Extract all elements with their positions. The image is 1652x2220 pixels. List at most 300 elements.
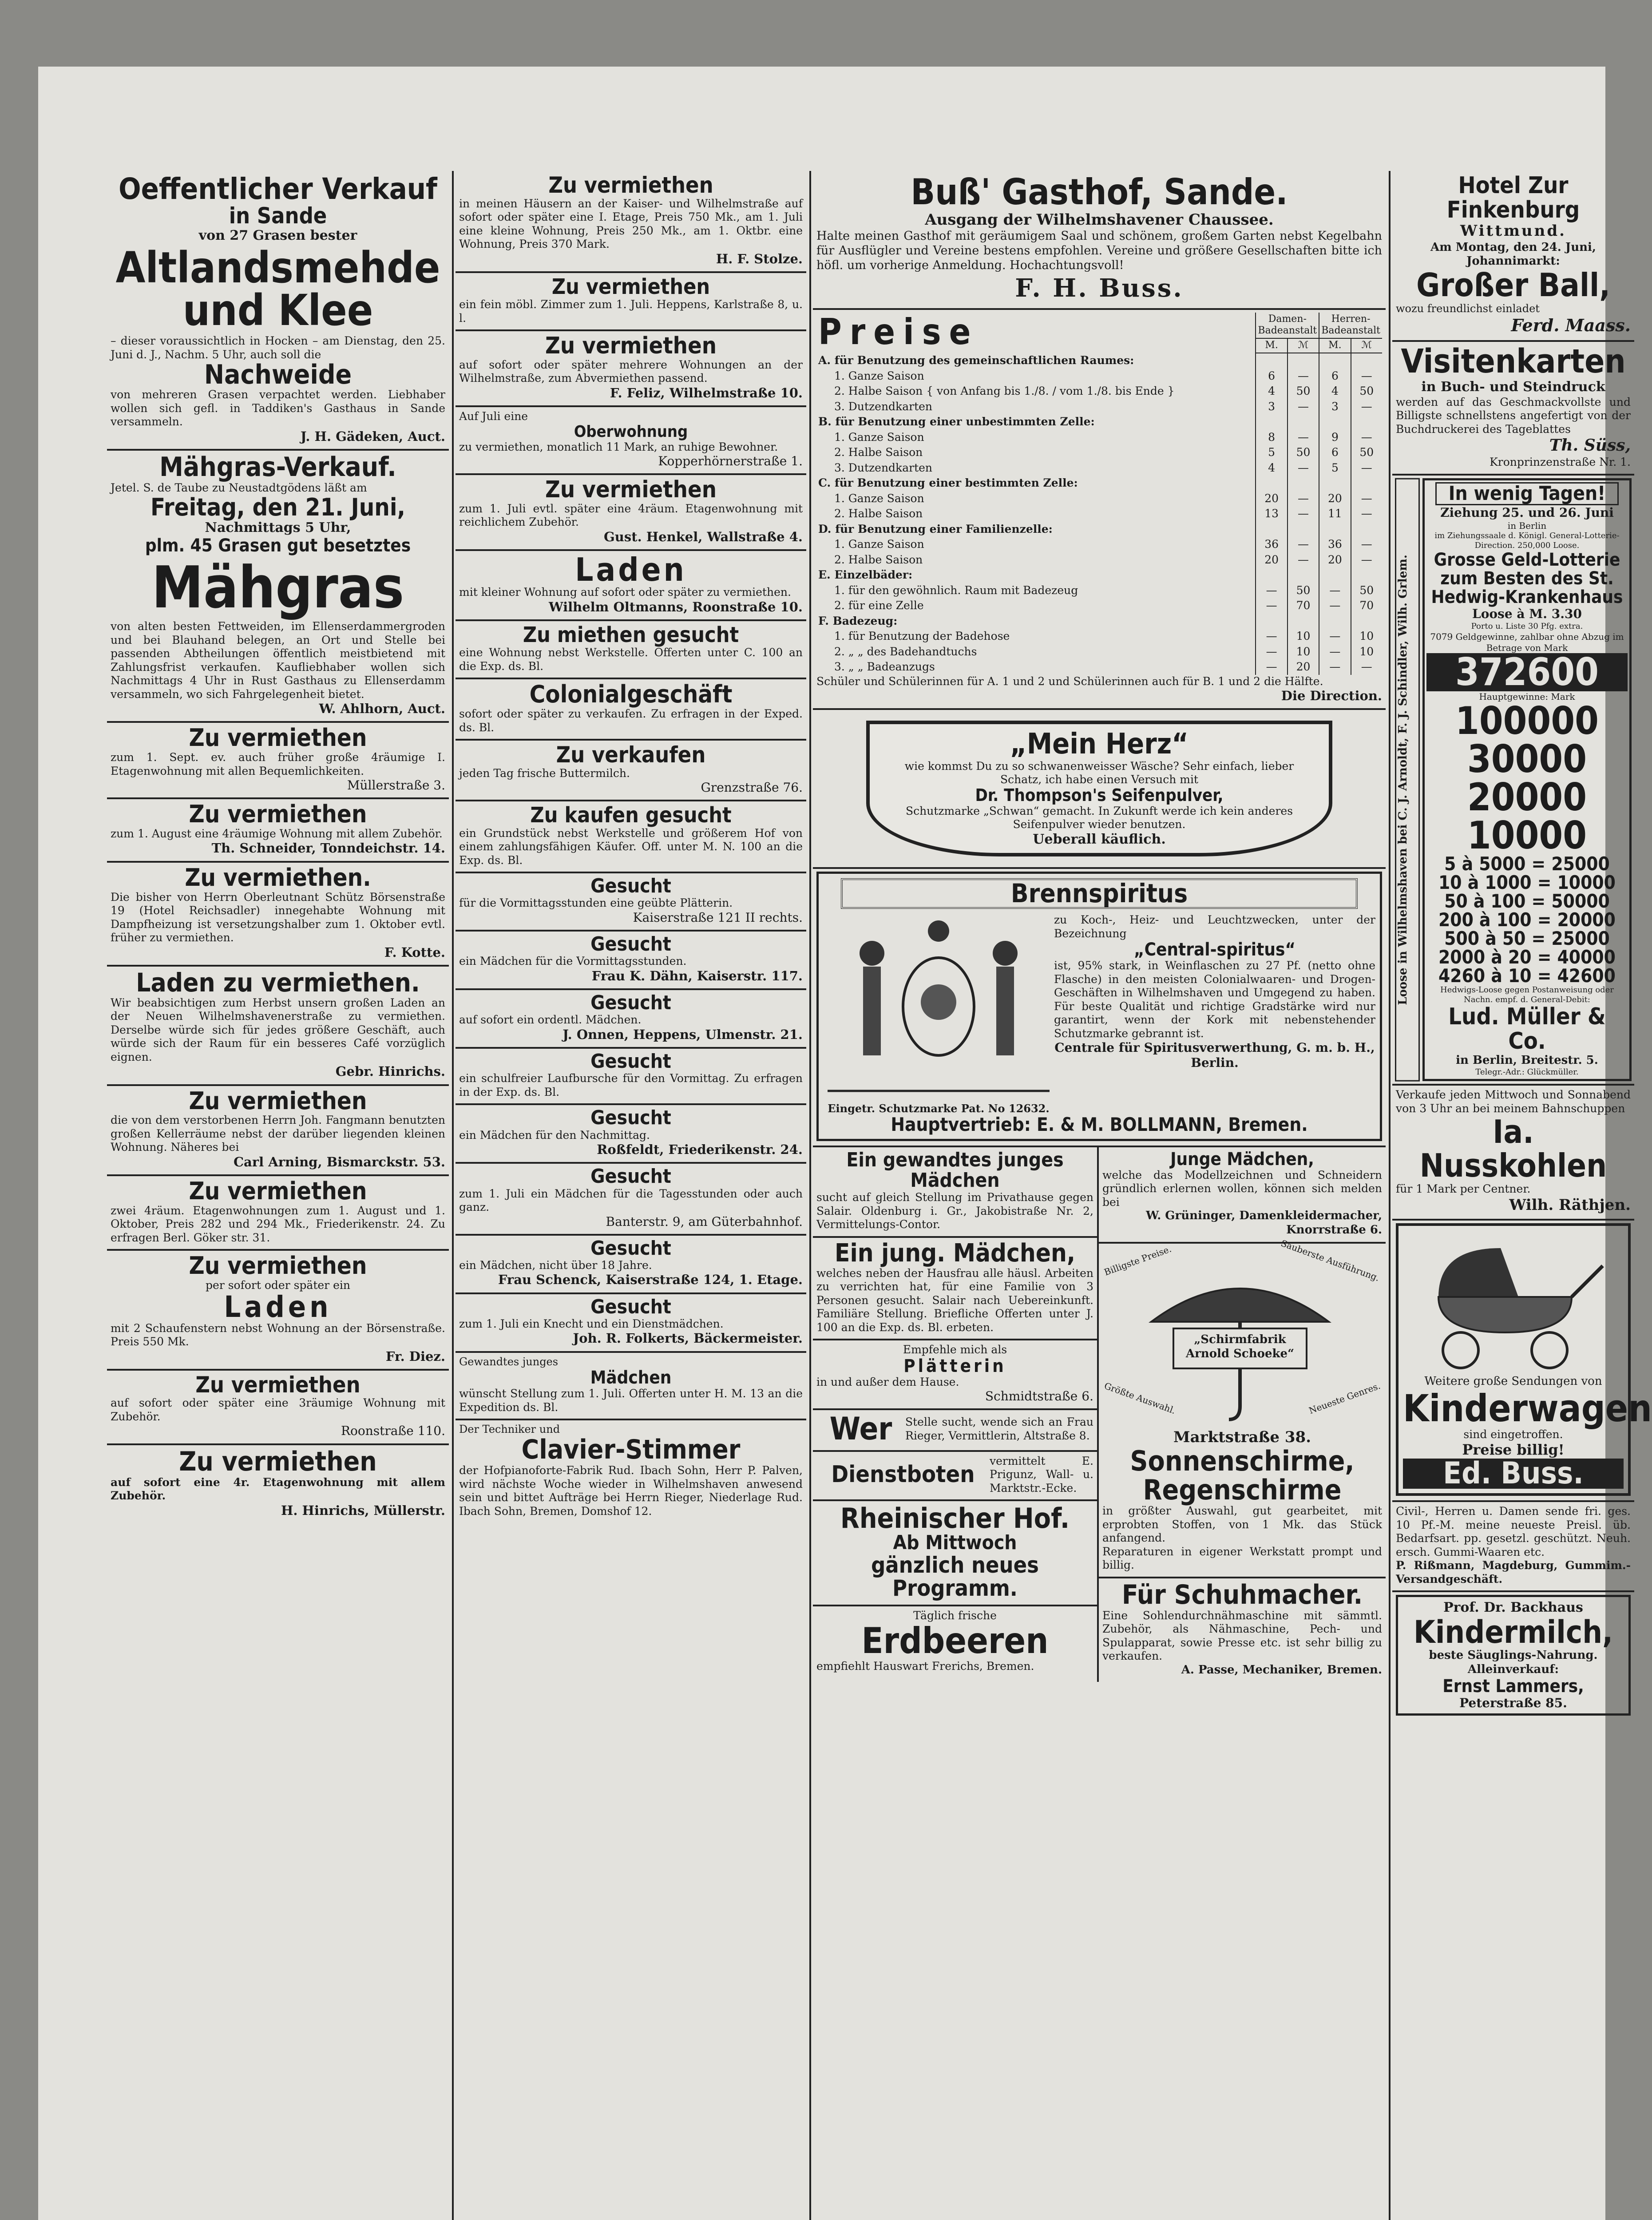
ad-body: ist, 95% stark, in Weinflaschen zu 27 Pf. (netto ohne Flasche) in den meisten Colonialwaaren- und Drogen-Geschäften in Wilhelmshaven und Umgegend zu haben. Für beste Qualität und richtige Gradstärke wird nur garantirt, wenn der Kork mit nebenstehender Schutzmarke gebrannt ist. — [1054, 959, 1375, 1040]
ad-subtitle: in Buch- und Steindruck — [1421, 379, 1605, 395]
ad-body: der Hofpianoforte-Fabrik Rud. Ibach Sohn, Herr P. Palven, wird nächste Woche wieder in Wilhelmshaven anwesend sein und bittet Aufträge bei Herrn Rieger, Niederlage Rud. Ibach Sohn, Bremen, Domshof 12. — [459, 1464, 803, 1518]
price-value — [1256, 614, 1287, 629]
price-value: 36 — [1256, 537, 1287, 552]
ad-body: sind eingetroffen. — [1463, 1427, 1563, 1441]
ad-lead: Täglich frische — [913, 1609, 997, 1622]
price-value — [1351, 614, 1382, 629]
ad-body: zum 1. Juli evtl. später eine 4räum. Etagenwohnung mit reichlichem Zubehör. — [459, 502, 803, 529]
ad-headline: Kinderwagen — [1403, 1386, 1652, 1430]
price-value: 8 — [1256, 430, 1287, 445]
ad-headline: Mähgras — [151, 554, 404, 622]
ad-frame — [816, 872, 1382, 1141]
price-value — [1319, 353, 1351, 369]
ad-signature: Wilhelm Oltmanns, Roonstraße 10. — [549, 599, 803, 614]
ad-footer: Hauptvertrieb: E. & M. BOLLMANN, Bremen. — [891, 1113, 1308, 1135]
ad-rent — [107, 723, 449, 799]
price-label: 2. Halbe Saison — [834, 553, 923, 566]
ad-kindermilch — [1392, 1592, 1634, 1720]
stamp-text: Billigste Preise. — [1102, 1243, 1173, 1278]
ad-body: Reparaturen in eigener Werkstatt prompt und billig. — [1102, 1545, 1382, 1572]
price-row — [816, 598, 1382, 614]
lottery-place: in Berlin — [1507, 520, 1547, 531]
ad-job — [813, 1238, 1097, 1340]
column-2 — [456, 171, 806, 2220]
price-value — [1288, 353, 1319, 369]
stamp-text: Neueste Genres. — [1307, 1380, 1382, 1416]
ad-lead: Der Techniker und — [459, 1423, 560, 1436]
ad-address: Kaiserstraße 121 II rechts. — [633, 910, 803, 925]
ad-body: wünscht Stellung zum 1. Juli. Offerten unter H. M. 13 an die Expedition ds. Bl. — [459, 1387, 803, 1414]
ad-rent — [107, 1371, 449, 1445]
ad-seifenpulver — [813, 710, 1386, 869]
ad-sale — [456, 741, 806, 801]
price-row — [816, 552, 1382, 568]
heart-frame — [866, 721, 1332, 856]
price-value — [1319, 614, 1351, 629]
price-value — [1319, 414, 1351, 430]
ad-body: sofort oder später zu verkaufen. Zu erfragen in der Exped. ds. Bl. — [459, 707, 803, 734]
ad-signature: Roßfeldt, Friederikenstr. 24. — [597, 1142, 803, 1157]
ad-title: Zu vermiethen — [548, 172, 713, 198]
lottery-lot: 50 à 100 = 50000 — [1444, 890, 1610, 912]
ad-address: Kopperhörnerstraße 1. — [658, 454, 803, 469]
ad-signature: J. H. Gädeken, Auct. — [300, 428, 445, 444]
ad-body: plm. 45 Grasen gut besetztes — [145, 535, 411, 556]
price-value: 50 — [1351, 583, 1382, 599]
price-value: 50 — [1288, 384, 1319, 399]
ad-address: Müllerstraße 3. — [347, 778, 445, 793]
price-row — [816, 460, 1382, 476]
price-row — [816, 537, 1382, 552]
ad-body: empfiehlt Hauswart Frerichs, Bremen. — [816, 1660, 1034, 1673]
ad-title: Laden zu vermiethen. — [136, 967, 420, 998]
ad-body: die von dem verstorbenen Herrn Joh. Fangmann benutzten großen Kellerräume nebst der darüber liegenden kleinen Wohnung. Näheres bei — [111, 1114, 445, 1154]
column-4 — [1392, 171, 1652, 2220]
price-label: 1. Ganze Saison — [834, 430, 924, 444]
price-title: Preise — [818, 311, 979, 353]
ad-finkenburg — [1392, 171, 1634, 342]
ad-placement — [813, 1452, 1097, 1502]
lottery-address: in Berlin, Breitestr. 5. — [1456, 1053, 1598, 1067]
currency-pfennig: ℳ — [1288, 338, 1319, 353]
ad-signature: W. Ahlhorn, Auct. — [319, 701, 445, 717]
ad-wanted — [456, 932, 806, 990]
price-value — [1256, 567, 1287, 583]
price-row — [816, 384, 1382, 399]
lottery-top-label: Hauptgewinne: Mark — [1479, 691, 1575, 702]
ad-body: mit 2 Schaufenstern nebst Wohnung an der Börsenstraße. Preis 550 Mk. — [111, 1321, 445, 1348]
ad-headline: Ia. Nusskohlen — [1419, 1113, 1607, 1184]
ad-signature: H. Hinrichs, Müllerstr. — [281, 1502, 445, 1518]
price-value: — — [1256, 629, 1287, 644]
ad-sale — [456, 679, 806, 741]
ad-signature: Ed. Buss. — [1403, 1459, 1624, 1489]
price-value: — — [1319, 598, 1351, 614]
price-value: 11 — [1319, 506, 1351, 522]
ad-nusskohlen — [1392, 1086, 1634, 1221]
price-value: — — [1351, 659, 1382, 675]
currency-pfennig: ℳ — [1351, 338, 1382, 353]
ad-headline: Großer Ball, — [1416, 266, 1610, 304]
price-value: — — [1288, 399, 1319, 415]
price-row — [816, 476, 1382, 491]
ad-title: Oeffentlicher Verkauf — [119, 172, 437, 206]
price-value: 20 — [1319, 552, 1351, 568]
column-rule — [809, 171, 811, 2220]
ad-wanted — [456, 873, 806, 932]
ad-signature: Die Direction. — [1281, 688, 1382, 704]
ad-title: Zu vermiethen — [189, 724, 367, 752]
ad-wanted — [456, 801, 806, 873]
price-value: — — [1288, 506, 1319, 522]
price-label: 1. für den gewöhnlich. Raum mit Badezeug — [834, 583, 1078, 597]
price-value: — — [1288, 369, 1319, 384]
ad-title: Ein gewandtes junges Mädchen — [846, 1148, 1064, 1192]
ad-body: welches neben der Hausfrau alle häusl. Arbeiten zu verrichten hat, für eine Familie von 3 Personen gesucht. Salair nach Uebereinkunft. Familiäre Stellung. Briefliche Offerten unter J. 100 an die Exp. ds. Bl. erbeten. — [816, 1266, 1093, 1334]
price-value: — — [1351, 430, 1382, 445]
price-value: — — [1288, 460, 1319, 476]
price-value: — — [1256, 598, 1287, 614]
ad-body: eine Wohnung nebst Werkstelle. Offerten unter C. 100 an die Exp. ds. Bl. — [459, 646, 803, 673]
ad-body: mit kleiner Wohnung auf sofort oder später zu vermiethen. — [459, 586, 791, 599]
ad-job — [813, 1147, 1097, 1238]
ad-subtitle: Wittmund. — [1460, 222, 1566, 240]
ad-title: Gesucht — [590, 1050, 671, 1073]
ad-title: Visitenkarten — [1401, 342, 1626, 381]
ad-shop — [456, 551, 806, 621]
ad-address: Kronprinzenstraße Nr. 1. — [1490, 456, 1631, 468]
ad-title: Zu kaufen gesucht — [530, 803, 732, 828]
price-value: — — [1351, 537, 1382, 552]
ad-title: Wer — [829, 1411, 892, 1447]
price-label: 1. Ganze Saison — [834, 369, 924, 382]
lottery-prize: 10000 — [1467, 813, 1587, 858]
ad-schneidern — [1099, 1147, 1386, 1244]
ad-headline: Sonnenschirme, — [1130, 1445, 1355, 1478]
brand-label: „Schirmfabrik Arnold Schoeke“ — [1185, 1332, 1295, 1360]
ad-title: Laden — [575, 551, 687, 589]
ad-frame — [1396, 1595, 1631, 1716]
ad-lead: per sofort oder später ein — [206, 1279, 350, 1292]
price-label: 2. Halbe Saison { von Anfang bis 1./8. / vom 1./8. bis Ende } — [834, 385, 1175, 398]
ad-body: ein schulfreier Laufbursche für den Vormittag. Zu erfragen in der Exp. ds. Bl. — [459, 1072, 803, 1098]
lottery-box — [1422, 478, 1632, 1082]
price-value: 50 — [1288, 583, 1319, 599]
ad-wanted — [456, 1105, 806, 1164]
ad-wanted — [456, 1294, 806, 1353]
ad-wanted — [456, 1049, 806, 1105]
ad-erdbeeren — [813, 1606, 1097, 1678]
price-value: — — [1351, 552, 1382, 568]
ad-body: sucht auf gleich Stellung im Privathause gegen Salair. Oldenburg i. Gr., Jakobistraße Nr. 2, Vermittelungs-Contor. — [816, 1191, 1093, 1231]
trademark — [823, 913, 1054, 1115]
ad-body: auf sofort ein ordentl. Mädchen. — [459, 1013, 642, 1027]
price-row — [816, 629, 1382, 644]
ad-body: wozu freundlichst einladet — [1396, 302, 1540, 315]
ad-body: Weitere große Sendungen von — [1424, 1374, 1602, 1388]
ad-lead: von 27 Grasen bester — [198, 227, 357, 243]
ad-body: Halte meinen Gasthof mit geräumigem Saal und schönem, großem Garten nebst Kegelbahn für Ausflügler und Vereine bestens empfohlen. Vereine und größere Gesellschaften bitte ich höfl. um vorherige Anmeldung. Hochachtungsvoll! — [816, 229, 1382, 273]
lottery-name: Grosse Geld-Lotterie zum Besten des St. Hedwig-Krankenhaus — [1431, 550, 1623, 608]
ad-address: Peterstraße 85. — [1459, 1695, 1567, 1710]
price-value — [1319, 522, 1351, 537]
price-value: — — [1319, 583, 1351, 599]
ad-signature: Th. Süss, — [1549, 436, 1631, 455]
ad-title: Ein jung. Mädchen, — [835, 1238, 1075, 1268]
lottery-info: im Ziehungssaale d. Königl. General-Lotterie-Direction. 250,000 Loose. — [1434, 531, 1620, 551]
ad-body: zum 1. August eine 4räumige Wohnung mit allem Zubehör. — [111, 827, 443, 840]
ad-address: Schmidtstraße 6. — [985, 1389, 1093, 1404]
price-value: 36 — [1319, 537, 1351, 552]
ad-signature: F. H. Buss. — [1015, 274, 1184, 303]
lottery-note: Hedwigs-Loose gegen Postanweisung oder Nachn. empf. d. General-Debit: — [1440, 985, 1614, 1005]
ad-visitenkarten — [1392, 342, 1634, 475]
ad-body: zum 1. Juli ein Knecht und ein Dienstmädchen. — [459, 1317, 724, 1330]
price-value: 20 — [1288, 659, 1319, 675]
ad-body: welche das Modellzeichnen und Schneidern gründlich erlernen wollen, können sich melden bei — [1102, 1168, 1382, 1209]
ad-price-table — [813, 310, 1386, 710]
ad-signature: A. Passe, Mechaniker, Bremen. — [1181, 1663, 1382, 1677]
price-row — [816, 567, 1382, 583]
price-value: — — [1351, 399, 1382, 415]
ad-signature: Th. Schneider, Tonndeichstr. 14. — [211, 840, 445, 856]
ad-signature: Gebr. Hinrichs. — [335, 1064, 445, 1079]
ad-title: Clavier-Stimmer — [521, 1434, 741, 1466]
ad-body: werden auf das Geschmackvollste und Billigste schnellstens angefertigt von der Buchdruckerei des Tageblattes — [1396, 395, 1631, 436]
ad-title: Gesucht — [590, 1106, 671, 1130]
ad-title: Zu vermiethen — [189, 1252, 367, 1280]
price-value: — — [1351, 491, 1382, 507]
price-row — [816, 491, 1382, 507]
price-label: 3. Dutzendkarten — [834, 461, 933, 474]
price-value: — — [1288, 537, 1319, 552]
price-row — [816, 583, 1382, 599]
ad-signature: W. Grüninger, Damenkleidermacher, Knorrstraße 6. — [1146, 1209, 1382, 1237]
ad-title: Gesucht — [590, 991, 671, 1015]
ad-signature: Ernst Lammers, — [1442, 1676, 1584, 1697]
ad-signature: F. Feliz, Wilhelmstraße 10. — [610, 385, 803, 400]
pram-icon — [1403, 1230, 1616, 1372]
ad-rent — [107, 1445, 449, 1523]
ad-org: Centrale für Spiritusverwerthung, G. m. b. H., Berlin. — [1054, 1040, 1375, 1070]
ad-schirmfabrik — [1099, 1237, 1386, 1578]
lottery-prize: 100000 — [1455, 699, 1599, 744]
ad-headline: Laden — [224, 1289, 332, 1324]
ad-body: auf sofort eine 4r. Etagenwohnung mit allem Zubehör. — [111, 1475, 445, 1502]
ad-title: Zu verkaufen — [556, 742, 706, 768]
ad-signature: Ferd. Maass. — [1511, 315, 1631, 335]
price-label: E. Einzelbäder: — [818, 568, 913, 582]
ad-title: Buß' Gasthof, Sande. — [911, 171, 1288, 213]
lottery-lot: 10 à 1000 = 10000 — [1438, 872, 1616, 894]
ad-body: auf sofort oder später mehrere Wohnungen an der Wilhelmstraße, zum Abvermiethen passend. — [459, 358, 803, 385]
price-label: F. Badezeug: — [818, 614, 898, 627]
ad-signature: Gust. Henkel, Wallstraße 4. — [604, 529, 803, 544]
price-label: 1. Ganze Saison — [834, 538, 924, 551]
price-value — [1351, 567, 1382, 583]
price-value: 3 — [1319, 399, 1351, 415]
ad-title: Zu miethen gesucht — [523, 622, 739, 648]
ad-body: Jetel. S. de Taube zu Neustadtgödens läßt am — [111, 481, 367, 495]
lottery-lot: 200 à 100 = 20000 — [1438, 909, 1616, 931]
lottery-sidebar: Loose in Wilhelmshaven bei C. J. Arnoldt, F. J. Schindler, Wilh. Grlem. — [1395, 478, 1420, 1082]
ad-signature: P. Rißmann, Magdeburg, Gummim.-Versandgeschäft. — [1396, 1559, 1631, 1586]
price-value: 4 — [1256, 384, 1287, 399]
ad-rent — [107, 863, 449, 967]
ad-title: Brennspiritus — [841, 878, 1358, 909]
ad-title: Zu vermiethen — [189, 800, 367, 829]
ad-body: Am Montag, den 24. Juni, Johannimarkt: — [1430, 240, 1596, 268]
ad-lead: Gewandtes junges — [459, 1355, 559, 1368]
ad-title: Zu vermiethen — [189, 1177, 367, 1205]
price-value: 50 — [1351, 384, 1382, 399]
price-value: — — [1256, 583, 1287, 599]
ad-plaetterin — [813, 1340, 1097, 1410]
ad-title: Mädchen — [590, 1368, 672, 1388]
ad-rent — [107, 1251, 449, 1371]
ad-address: Banterstr. 9, am Güterbahnhof. — [606, 1214, 803, 1229]
price-value: 20 — [1256, 552, 1287, 568]
price-row — [816, 430, 1382, 445]
price-value: — — [1288, 430, 1319, 445]
price-value: 70 — [1351, 598, 1382, 614]
ad-title: Mähgras-Verkauf. — [159, 452, 396, 483]
ad-body: in größter Auswahl, gut gearbeitet, mit erprobten Stoffen, von 1 Mk. das Stück anfangend. — [1102, 1504, 1382, 1545]
ad-title: Gesucht — [590, 1165, 671, 1188]
ad-body: jeden Tag frische Buttermilch. — [459, 766, 630, 780]
ad-body: zum 1. Sept. ev. auch früher große 4räumige I. Etagenwohnung mit allen Bequemlichkeiten. — [111, 751, 445, 777]
ad-body: Verkaufe jeden Mittwoch und Sonnabend von 3 Uhr an bei meinem Bahnschuppen — [1396, 1088, 1631, 1115]
advertisement-page — [107, 171, 1652, 2220]
ad-rent — [107, 1086, 449, 1177]
price-row — [816, 659, 1382, 675]
ad-title: Gesucht — [590, 933, 671, 955]
ad-footer: Ueberall käuflich. — [1033, 831, 1166, 847]
ad-title: Zu vermiethen — [195, 1372, 361, 1398]
ad-content — [823, 913, 1375, 1115]
price-label: C. für Benutzung einer bestimmten Zelle: — [818, 476, 1078, 490]
price-table — [816, 313, 1382, 675]
ad-signature: Fr. Diez. — [385, 1348, 445, 1364]
ad-wanted — [456, 990, 806, 1049]
ad-signature: F. Kotte. — [384, 944, 445, 960]
price-value — [1351, 353, 1382, 369]
lottery-lot: 4260 à 10 = 42600 — [1438, 965, 1616, 987]
price-value: 3 — [1256, 399, 1287, 415]
price-value: 13 — [1256, 506, 1287, 522]
ad-title: In wenig Tagen! — [1435, 482, 1619, 505]
ad-subtitle: Ausgang der Wilhelmshavener Chaussee. — [925, 211, 1274, 229]
price-row — [816, 353, 1382, 369]
price-value — [1288, 414, 1319, 430]
price-value — [1288, 567, 1319, 583]
ad-placement — [813, 1410, 1097, 1452]
column-1 — [107, 171, 449, 2220]
ad-rent — [456, 171, 806, 273]
ad-body: für die Vormittagsstunden eine geübte Plätterin. — [459, 896, 733, 910]
ad-rent — [456, 475, 806, 551]
price-value: — — [1288, 552, 1319, 568]
ad-title: Rheinischer Hof. — [840, 1502, 1070, 1535]
ad-body: ein fein möbl. Zimmer zum 1. Juli. Heppens, Karlstraße 8, u. l. — [459, 298, 803, 325]
ad-rent — [456, 407, 806, 475]
price-label: D. für Benutzung einer Familienzelle: — [818, 522, 1053, 535]
ad-title: Gesucht — [590, 875, 671, 898]
ad-product: Dr. Thompson's Seifenpulver, — [975, 785, 1224, 805]
ad-signature: Wilh. Räthjen. — [1509, 1196, 1631, 1214]
price-value — [1256, 522, 1287, 537]
ad-lead: Auf Juli eine — [459, 410, 528, 423]
lottery-telegram: Telegr.-Adr.: Glückmüller. — [1475, 1067, 1579, 1077]
price-value: 6 — [1319, 369, 1351, 384]
price-row — [816, 369, 1382, 384]
ad-body: vermittelt E. Prigunz, Wall- u. Marktstr.-Ecke. — [990, 1454, 1093, 1495]
ad-lead: Prof. Dr. Backhaus — [1443, 1600, 1583, 1616]
lottery-prize: 20000 — [1467, 775, 1587, 820]
lottery-top-prize: 372600 — [1426, 653, 1628, 691]
price-value: 6 — [1256, 369, 1287, 384]
ad-title: Junge Mädchen, — [1170, 1149, 1314, 1169]
athletes-illustration-icon — [828, 913, 1050, 1100]
ad-body: zwei 4räum. Etagenwohnungen zum 1. August und 1. Oktober, Preis 282 und 294 Mk., Friederikenstr. 24. Zu erfragen Berl. Göker str. 31. — [111, 1204, 445, 1244]
ad-title: Zu vermiethen — [551, 274, 710, 299]
price-label: 1. Ganze Saison — [834, 492, 924, 505]
ad-title: Oberwohnung — [574, 422, 688, 441]
price-value — [1351, 414, 1382, 430]
ad-title: Hotel Zur Finkenburg — [1446, 172, 1580, 223]
price-value — [1256, 414, 1287, 430]
lottery-lot: 5 à 5000 = 25000 — [1444, 853, 1610, 875]
price-value: — — [1319, 629, 1351, 644]
ad-rent — [107, 799, 449, 863]
price-label: 2. „ „ des Badehandtuchs — [834, 645, 977, 658]
ad-body: auf sofort oder später eine 3räumige Wohnung mit Zubehör. — [111, 1396, 445, 1423]
ad-headline: Altlandsmehde und Klee — [115, 243, 440, 336]
price-label: 2. für eine Zelle — [834, 599, 924, 612]
price-value: 5 — [1319, 460, 1351, 476]
price-label: 1. für Benutzung der Badehose — [834, 630, 1010, 643]
trademark-caption: Eingetr. Schutzmarke Pat. No 12632. — [828, 1102, 1050, 1115]
ad-signature: Frau Schenck, Kaiserstraße 124, 1. Etage. — [498, 1272, 803, 1288]
ad-title: Erdbeeren — [861, 1620, 1049, 1661]
ad-body: Schutzmarke „Schwan“ gemacht. In Zukunft werde ich kein anderes Seifenpulver wieder benutzen. — [905, 804, 1293, 831]
price-value: 10 — [1288, 629, 1319, 644]
ad-title: Zu vermiethen — [189, 1086, 367, 1115]
price-value — [1288, 614, 1319, 629]
ad-body: ein Mädchen, nicht über 18 Jahre. — [459, 1258, 652, 1272]
ad-frame — [1396, 1223, 1652, 1496]
ad-lottery — [1392, 476, 1634, 1086]
price-value: 50 — [1288, 445, 1319, 460]
price-value: 6 — [1319, 445, 1351, 460]
ad-signature: Carl Arning, Bismarckstr. 53. — [233, 1154, 445, 1169]
ad-kinderwagen — [1392, 1221, 1652, 1502]
ad-title: Zu vermiethen. — [185, 863, 371, 892]
ad-body: – dieser voraussichtlich in Hocken – am Dienstag, den 25. Juni d. J., Nachm. 5 Uhr, auch soll die — [111, 334, 445, 361]
stamp-text: Größte Auswahl. — [1103, 1380, 1177, 1416]
ad-body: für 1 Mark per Centner. — [1396, 1182, 1531, 1196]
price-row — [816, 414, 1382, 430]
ad-body: beste Säuglings-Nahrung. Alleinverkauf: — [1429, 1649, 1598, 1677]
ad-schuhmacher — [1099, 1578, 1386, 1682]
ad-body: zum 1. Juli ein Mädchen für die Tagesstunden oder auch ganz. — [459, 1187, 803, 1214]
ad-body: Die bisher von Herrn Oberleutnant Schütz Börsenstraße 19 (Hotel Reichsadler) innegehabte Wohnung mit Dampfheizung ist versetzungshalber zum 1. Oktober evtl. früher zu vermiethen. — [111, 890, 445, 944]
price-value: 4 — [1319, 384, 1351, 399]
ad-date: Freitag, den 21. Juni, — [151, 493, 405, 521]
ad-maehgras — [107, 451, 449, 723]
ad-body: in meinen Häusern an der Kaiser- und Wilhelmstraße auf sofort oder später eine I. Etage, Preis 750 Mk., am 1. Juli eine kleine Wohnung, Preis 250 Mk., am 1. Oktbr. eine Wohnung, Preis 370 Mark. — [459, 197, 803, 250]
ad-title: Zu vermiethen — [545, 476, 717, 503]
